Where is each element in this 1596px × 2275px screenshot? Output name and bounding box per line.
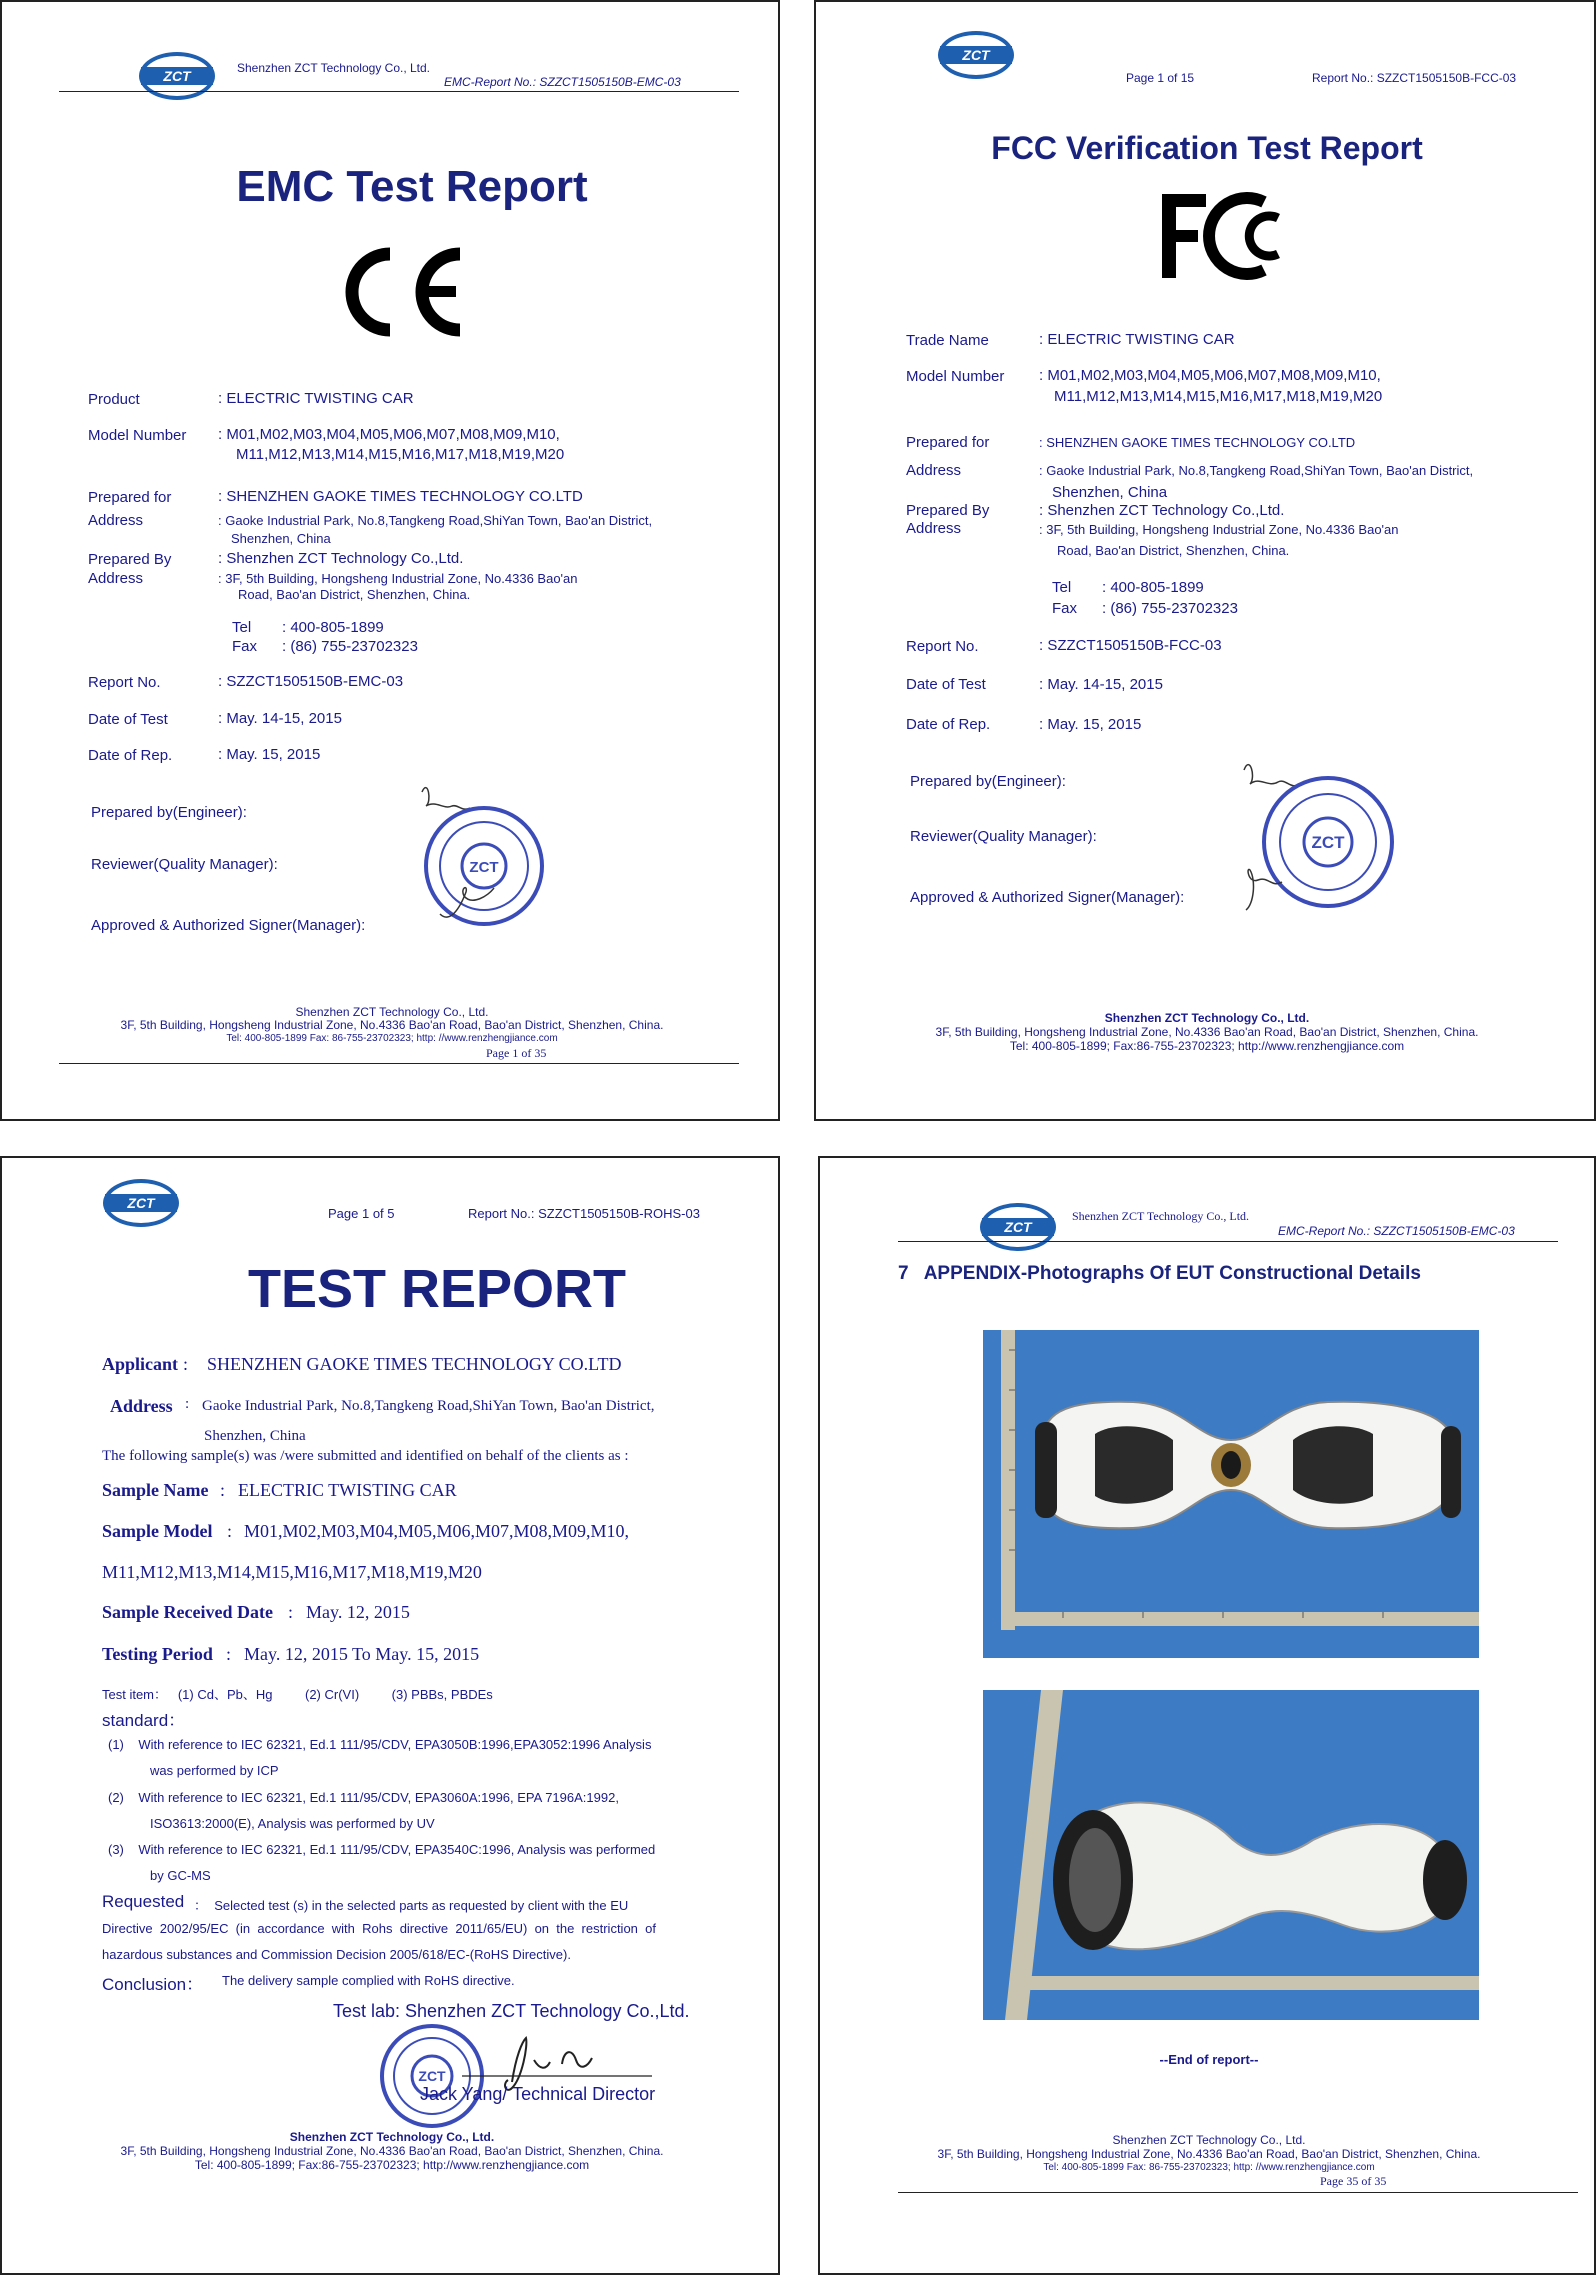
report-no-label: Report No.	[88, 674, 161, 691]
approved-signer-label: Approved & Authorized Signer(Manager):	[91, 917, 366, 934]
reviewer-label: Reviewer(Quality Manager):	[910, 828, 1097, 845]
footer-page: Page 35 of 35	[1320, 2174, 1387, 2188]
test-lab: Test lab: Shenzhen ZCT Technology Co.,Ltd.	[333, 2001, 690, 2021]
testing-period-label: Testing Period	[102, 1644, 213, 1664]
footer-contact: Tel: 400-805-1899 Fax: 86-755-23702323; http: //www.renzhengjiance.com	[226, 1033, 558, 1044]
standard-3b: by GC-MS	[150, 1868, 211, 1883]
zct-logo-icon	[936, 29, 1016, 81]
footer-address: 3F, 5th Building, Hongsheng Industrial Zone, No.4336 Bao'an Road, Bao'an District, Shenzhen, China.	[937, 2147, 1481, 2161]
standard-2: (2) With reference to IEC 62321, Ed.1 111/95/CDV, EPA3060A:1996, EPA 7196A:1992,	[108, 1790, 619, 1805]
model-value-2: M11,M12,M13,M14,M15,M16,M17,M18,M19,M20	[1054, 388, 1383, 405]
footer-address: 3F, 5th Building, Hongsheng Industrial Zone, No.4336 Bao'an Road, Bao'an District, Shenzhen, China.	[120, 2144, 664, 2158]
zct-logo-icon	[101, 1177, 181, 1229]
testing-period-colon: :	[226, 1644, 232, 1664]
date-rep-label: Date of Rep.	[906, 716, 991, 733]
page-title: FCC Verification Test Report	[991, 130, 1423, 166]
tel-value: : 400-805-1899	[282, 619, 384, 636]
svg-text:ZCT: ZCT	[163, 68, 191, 84]
company-name: Shenzhen ZCT Technology Co., Ltd.	[1072, 1209, 1250, 1223]
prepared-by-label: Prepared By	[906, 502, 990, 519]
requested-text-2: Directive 2002/95/EC (in accordance with Rohs directive 2011/65/EU) on the restriction of	[102, 1921, 656, 1936]
standard-2b: ISO3613:2000(E), Analysis was performed by UV	[150, 1816, 435, 1831]
header-divider	[59, 91, 739, 92]
section-title: 7 APPENDIX-Photographs Of EUT Constructional Details	[898, 1263, 1421, 1284]
report-number-header: EMC-Report No.: SZZCT1505150B-EMC-03	[444, 75, 681, 89]
standard-label: standard：	[102, 1711, 186, 1730]
date-rep-label: Date of Rep.	[88, 747, 173, 764]
address-value: Gaoke Industrial Park, No.8,Tangkeng Road,ShiYan Town, Bao'an District,	[202, 1398, 655, 1414]
address-value-4: Road, Bao'an District, Shenzhen, China.	[238, 587, 471, 602]
address-value-3: : 3F, 5th Building, Hongsheng Industrial Zone, No.4336 Bao'an	[1039, 522, 1399, 537]
standard-3: (3) With reference to IEC 62321, Ed.1 111/95/CDV, EPA3540C:1996, Analysis was performed	[108, 1842, 656, 1857]
sample-model-value-2: M11,M12,M13,M14,M15,M16,M17,M18,M19,M20	[102, 1562, 482, 1582]
sample-name-value: ELECTRIC TWISTING CAR	[238, 1480, 457, 1500]
prepared-by-value: : Shenzhen ZCT Technology Co.,Ltd.	[218, 550, 464, 567]
fax-value: : (86) 755-23702323	[1102, 600, 1238, 617]
received-value: May. 12, 2015	[306, 1602, 410, 1622]
page-title: TEST REPORT	[247, 1259, 627, 1319]
fax-label: Fax	[232, 638, 258, 655]
report-number-header: Report No.: SZZCT1505150B-FCC-03	[1312, 71, 1517, 85]
company-name: Shenzhen ZCT Technology Co., Ltd.	[237, 61, 431, 75]
svg-text:ZCT: ZCT	[1004, 1219, 1032, 1235]
svg-text:ZCT: ZCT	[1311, 833, 1345, 852]
report-no-label: Report No.	[906, 638, 979, 655]
eut-photo-top-view	[983, 1330, 1479, 1658]
conclusion-text: The delivery sample complied with RoHS directive.	[222, 1973, 515, 1988]
report-number-header: EMC-Report No.: SZZCT1505150B-EMC-03	[1278, 1224, 1515, 1238]
sample-name-colon: :	[220, 1480, 226, 1500]
prepared-for-label: Prepared for	[906, 434, 990, 451]
address-value-3: : 3F, 5th Building, Hongsheng Industrial Zone, No.4336 Bao'an	[218, 571, 578, 586]
applicant-colon: :	[183, 1354, 189, 1374]
test-item: Test item： (1) Cd、Pb、Hg (2) Cr(VI) (3) PBBs, PBDEs	[102, 1687, 493, 1702]
approved-signer-label: Approved & Authorized Signer(Manager):	[910, 889, 1185, 906]
svg-text:ZCT: ZCT	[962, 47, 990, 63]
prepared-by-engineer: Prepared by(Engineer):	[91, 804, 247, 821]
header-divider	[898, 1241, 1558, 1242]
fcc-report-page	[814, 0, 1596, 1121]
company-stamp-icon	[412, 774, 552, 934]
zct-logo-icon	[137, 50, 217, 102]
footer-company: Shenzhen ZCT Technology Co., Ltd.	[1112, 2133, 1306, 2147]
date-rep-value: : May. 15, 2015	[1039, 716, 1142, 733]
date-test-value: : May. 14-15, 2015	[218, 710, 342, 727]
trade-name-value: : ELECTRIC TWISTING CAR	[1039, 331, 1235, 348]
received-colon: :	[288, 1602, 294, 1622]
requested-label: Requested	[102, 1892, 185, 1911]
address-label-2: Address	[906, 520, 962, 537]
page-title: EMC Test Report	[236, 162, 588, 211]
footer-divider	[898, 2192, 1578, 2193]
address-value-2: Shenzhen, China	[231, 531, 331, 546]
standard-1: (1) With reference to IEC 62321, Ed.1 111/95/CDV, EPA3050B:1996,EPA3052:1996 Analysis	[108, 1737, 652, 1752]
svg-text:ZCT: ZCT	[127, 1195, 155, 1211]
sample-name-label: Sample Name	[102, 1480, 209, 1500]
applicant-value: SHENZHEN GAOKE TIMES TECHNOLOGY CO.LTD	[207, 1354, 622, 1374]
company-stamp-icon	[372, 2020, 662, 2130]
footer-address: 3F, 5th Building, Hongsheng Industrial Zone, No.4336 Bao'an Road, Bao'an District, Shenzhen, China.	[935, 1025, 1479, 1039]
footer-contact: Tel: 400-805-1899; Fax:86-755-23702323; http://www.renzhengjiance.com	[194, 2158, 590, 2172]
page-number: Page 1 of 5	[328, 1206, 395, 1221]
address-value-2: Shenzhen, China	[204, 1428, 306, 1444]
prepared-by-label: Prepared By	[88, 551, 172, 568]
footer-address: 3F, 5th Building, Hongsheng Industrial Zone, No.4336 Bao'an Road, Bao'an District, Shenzhen, China.	[120, 1018, 664, 1032]
date-test-value: : May. 14-15, 2015	[1039, 676, 1163, 693]
prepared-for-value: : SHENZHEN GAOKE TIMES TECHNOLOGY CO.LTD	[1039, 435, 1356, 450]
fax-label: Fax	[1052, 600, 1078, 617]
footer-divider	[59, 1063, 739, 1064]
prepared-by-value: : Shenzhen ZCT Technology Co.,Ltd.	[1039, 502, 1285, 519]
model-value: : M01,M02,M03,M04,M05,M06,M07,M08,M09,M10,	[1039, 367, 1381, 384]
tel-label: Tel	[232, 619, 252, 636]
prepared-for-value: : SHENZHEN GAOKE TIMES TECHNOLOGY CO.LTD	[218, 488, 583, 505]
page-number: Page 1 of 15	[1126, 71, 1195, 85]
fax-value: : (86) 755-23702323	[282, 638, 418, 655]
address-value-2: Shenzhen, China	[1052, 484, 1168, 501]
zct-logo-icon	[978, 1201, 1058, 1253]
footer-contact: Tel: 400-805-1899; Fax:86-755-23702323; http://www.renzhengjiance.com	[1009, 1039, 1405, 1053]
footer-contact: Tel: 400-805-1899 Fax: 86-755-23702323; http: //www.renzhengjiance.com	[1043, 2162, 1375, 2173]
report-no-value: : SZZCT1505150B-EMC-03	[218, 673, 404, 690]
model-label: Model Number	[88, 427, 187, 444]
end-of-report: --End of report--	[1159, 2052, 1259, 2067]
date-rep-value: : May. 15, 2015	[218, 746, 321, 763]
applicant-label: Applicant	[102, 1354, 179, 1374]
date-test-label: Date of Test	[88, 711, 168, 728]
address-label: Address	[110, 1396, 173, 1416]
tel-value: : 400-805-1899	[1102, 579, 1204, 596]
requested-text-3: hazardous substances and Commission Decision 2005/618/EC-(RoHS Directive).	[102, 1947, 571, 1962]
address-label: Address	[88, 512, 144, 529]
footer-company: Shenzhen ZCT Technology Co., Ltd.	[1104, 1011, 1310, 1025]
tel-label: Tel	[1052, 579, 1072, 596]
rohs-report-page	[0, 1156, 780, 2275]
svg-text:ZCT: ZCT	[418, 2068, 446, 2084]
product-label: Product	[88, 391, 140, 408]
sample-model-label: Sample Model	[102, 1521, 213, 1541]
sample-model-colon: :	[227, 1521, 233, 1541]
following-statement: The following sample(s) was /were submitted and identified on behalf of the clients as :	[102, 1448, 629, 1464]
address-label: Address	[906, 462, 962, 479]
report-no-value: : SZZCT1505150B-FCC-03	[1039, 637, 1222, 654]
report-number-header: Report No.: SZZCT1505150B-ROHS-03	[468, 1206, 700, 1221]
reviewer-label: Reviewer(Quality Manager):	[91, 856, 278, 873]
model-value: : M01,M02,M03,M04,M05,M06,M07,M08,M09,M10,	[218, 426, 560, 443]
ce-mark-icon	[332, 244, 467, 340]
appendix-photos-page	[818, 1156, 1596, 2275]
product-value: : ELECTRIC TWISTING CAR	[218, 390, 414, 407]
model-value-2: M11,M12,M13,M14,M15,M16,M17,M18,M19,M20	[236, 446, 565, 463]
fcc-logo-icon	[1160, 188, 1292, 284]
company-stamp-icon	[1240, 750, 1400, 920]
address-value: : Gaoke Industrial Park, No.8,Tangkeng Road,ShiYan Town, Bao'an District,	[1039, 463, 1474, 478]
requested-text: ： Selected test (s) in the selected parts as requested by client with the EU	[194, 1898, 629, 1913]
eut-photo-side-view	[983, 1690, 1479, 2020]
emc-report-page	[0, 0, 780, 1121]
conclusion-label: Conclusion：	[102, 1975, 204, 1994]
footer-company: Shenzhen ZCT Technology Co., Ltd.	[295, 1005, 489, 1019]
testing-period-value: May. 12, 2015 To May. 15, 2015	[244, 1644, 480, 1664]
address-value: : Gaoke Industrial Park, No.8,Tangkeng Road,ShiYan Town, Bao'an District,	[218, 513, 653, 528]
prepared-by-engineer: Prepared by(Engineer):	[910, 773, 1066, 790]
footer-company: Shenzhen ZCT Technology Co., Ltd.	[289, 2130, 495, 2144]
address-value-4: Road, Bao'an District, Shenzhen, China.	[1057, 543, 1290, 558]
address-label-2: Address	[88, 570, 144, 587]
received-label: Sample Received Date	[102, 1602, 273, 1622]
trade-name-label: Trade Name	[906, 332, 989, 349]
sample-model-value: M01,M02,M03,M04,M05,M06,M07,M08,M09,M10,	[244, 1521, 630, 1541]
date-test-label: Date of Test	[906, 676, 986, 693]
prepared-for-label: Prepared for	[88, 489, 172, 506]
footer-page: Page 1 of 35	[486, 1046, 547, 1060]
model-label: Model Number	[906, 368, 1005, 385]
signer-name: Jack Yang/ Technical Director	[420, 2084, 656, 2104]
address-colon: :	[185, 1396, 190, 1412]
standard-1b: was performed by ICP	[150, 1763, 279, 1778]
svg-text:ZCT: ZCT	[469, 859, 499, 876]
